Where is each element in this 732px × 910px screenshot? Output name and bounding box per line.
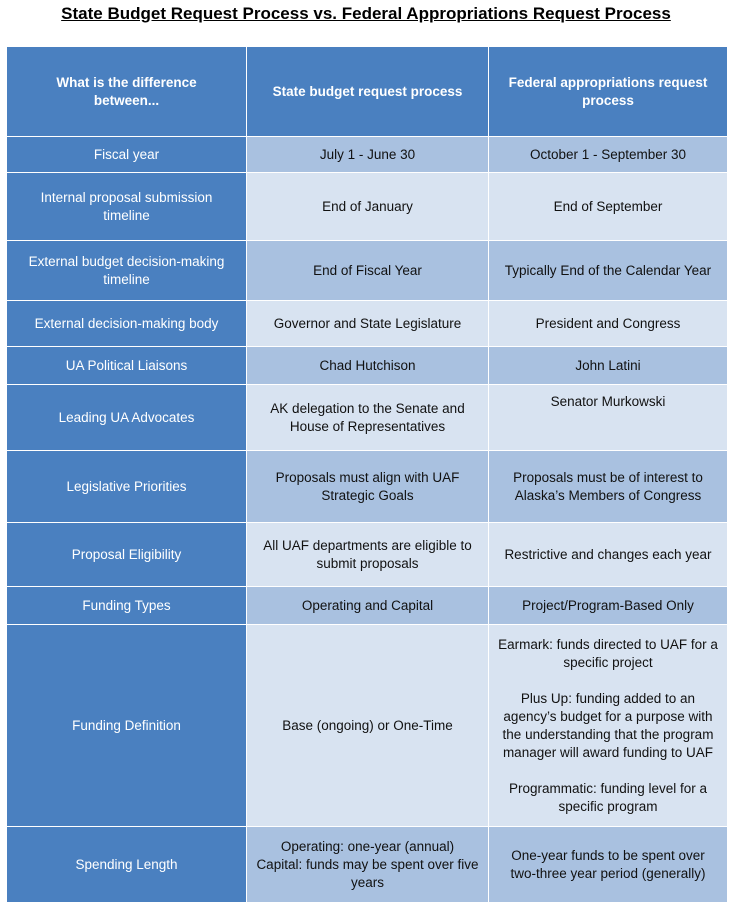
table-row: [7, 241, 728, 301]
table-row: [7, 301, 728, 347]
row-label: Funding Types: [7, 587, 247, 625]
row-label: Spending Length: [7, 827, 247, 903]
state-cell: Proposals must align with UAF Strategic Goals: [247, 451, 489, 523]
federal-cell: Senator Murkowski: [489, 385, 728, 451]
row-label: External budget decision-making timeline: [7, 241, 247, 301]
state-cell: Operating: one-year (annual) Capital: funds may be spent over five years: [247, 827, 489, 903]
federal-cell: End of September: [489, 173, 728, 241]
table-row: [7, 523, 728, 587]
federal-cell: Project/Program-Based Only: [489, 587, 728, 625]
header-state: State budget request process: [247, 47, 489, 137]
state-cell: Base (ongoing) or One-Time: [247, 625, 489, 827]
federal-cell: Restrictive and changes each year: [489, 523, 728, 587]
row-label: Funding Definition: [7, 625, 247, 827]
state-cell: End of Fiscal Year: [247, 241, 489, 301]
table-row: [7, 385, 728, 451]
state-cell: AK delegation to the Senate and House of Representatives: [247, 385, 489, 451]
state-cell: July 1 - June 30: [247, 137, 489, 173]
row-label: Fiscal year: [7, 137, 247, 173]
row-label: Leading UA Advocates: [7, 385, 247, 451]
state-cell: Operating and Capital: [247, 587, 489, 625]
row-label: Proposal Eligibility: [7, 523, 247, 587]
state-cell: End of January: [247, 173, 489, 241]
federal-cell: October 1 - September 30: [489, 137, 728, 173]
table-row: [7, 625, 728, 827]
federal-cell: Typically End of the Calendar Year: [489, 241, 728, 301]
table-row: [7, 827, 728, 903]
table-row: [7, 451, 728, 523]
federal-cell: One-year funds to be spent over two-three year period (generally): [489, 827, 728, 903]
table-row: [7, 173, 728, 241]
federal-cell: John Latini: [489, 347, 728, 385]
federal-cell: Proposals must be of interest to Alaska’s Members of Congress: [489, 451, 728, 523]
table-row: [7, 347, 728, 385]
federal-cell: President and Congress: [489, 301, 728, 347]
header-federal: Federal appropriations request process: [489, 47, 728, 137]
row-label: Internal proposal submission timeline: [7, 173, 247, 241]
table-row: [7, 587, 728, 625]
comparison-table: [6, 46, 728, 903]
state-cell: All UAF departments are eligible to submit proposals: [247, 523, 489, 587]
table-row: [7, 137, 728, 173]
row-label: External decision-making body: [7, 301, 247, 347]
federal-cell: Earmark: funds directed to UAF for a specific project Plus Up: funding added to an agency’s budget for a purpose with the understanding that the program manager will award funding to UAF Programmatic: funding level for a specific program: [489, 625, 728, 827]
state-cell: Governor and State Legislature: [247, 301, 489, 347]
page-title: State Budget Request Process vs. Federal Appropriations Request Process: [61, 4, 671, 23]
header-row: [7, 47, 728, 137]
state-cell: Chad Hutchison: [247, 347, 489, 385]
row-label: Legislative Priorities: [7, 451, 247, 523]
header-difference: What is the difference between...: [7, 47, 247, 137]
row-label: UA Political Liaisons: [7, 347, 247, 385]
